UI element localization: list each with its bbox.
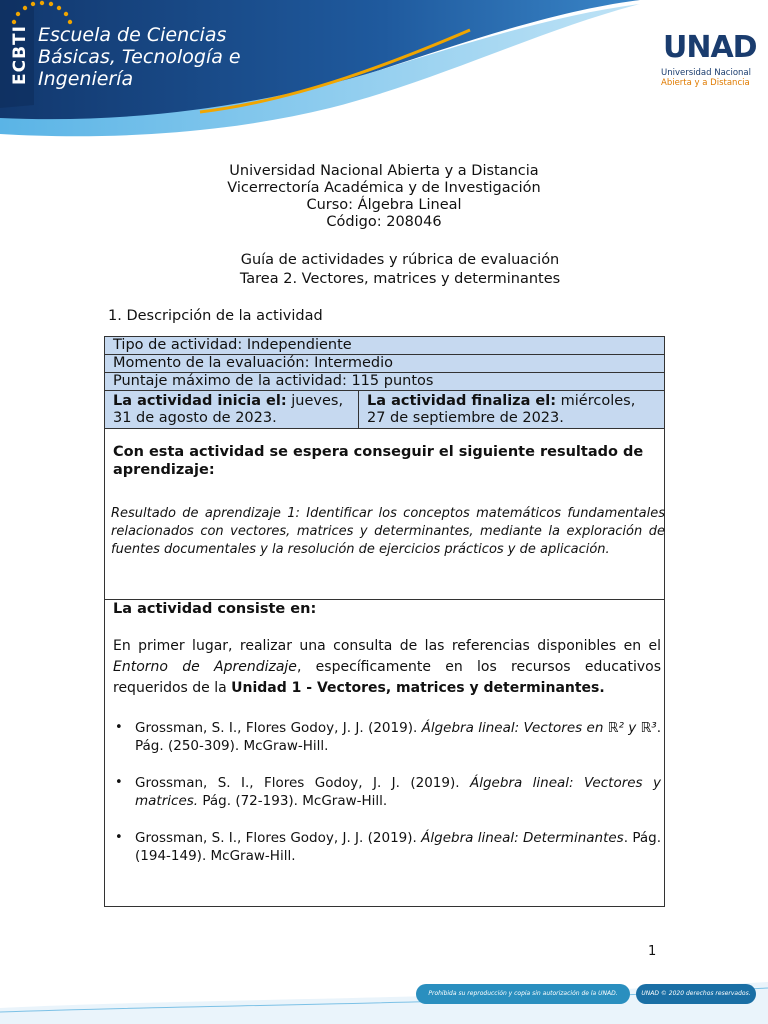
activity-intro [113,636,661,699]
document-title-block [0,163,768,231]
end-date-cell [359,391,664,428]
intro-text: En primer lugar, realizar una consulta de las referencias disponibles en el [113,638,661,654]
section-heading: 1. Descripción de la actividad [108,308,323,324]
unad-logo-wordmark: UNAD [663,30,757,65]
logo-sub-line-1: Universidad Nacional [661,68,751,78]
start-date-label: La actividad inicia el: [113,393,287,409]
school-line: Ingeniería [38,68,134,90]
list-item [113,719,661,755]
table-row-evaluation-moment: Momento de la evaluación: Intermedio [105,355,664,373]
learning-outcome-text: Resultado de aprendizaje 1: Identificar los conceptos matemáticos fundamentales relacionados con vectores, matrices y determinantes, mediante la exploración de fuentes documentales y la resolución de ejercicios prácticos y de aplicación. [111,506,665,557]
subtitle-line: Tarea 2. Vectores, matrices y determinantes [239,271,561,287]
footer-copyright-notice: Prohibida su reproducción y copia sin autorización de la UNAD. [416,984,630,1004]
ecbti-vertical-tag: ECBTI [10,25,30,85]
table-row-max-score: Puntaje máximo de la actividad: 115 puntos [105,373,664,391]
footer-rights-reserved: UNAD © 2020 derechos reservados. [636,984,756,1004]
title-line: Vicerrectoría Académica y de Investigación [227,180,541,196]
ref-rest: . Pág. (194-149). McGraw-Hill. [135,830,661,864]
learning-outcome-block [105,429,664,600]
ref-authors: Grossman, S. I., Flores Godoy, J. J. (2019). [135,830,422,846]
school-line: Básicas, Tecnología e [38,46,241,68]
bullet-icon: • [115,830,123,845]
bullet-icon: • [115,720,123,735]
intro-text: , específicamente en los recursos educativos requeridos de la [113,659,662,696]
guide-subtitle-block [0,251,768,289]
page-number: 1 [648,944,657,959]
ref-title: Álgebra lineal: Determinantes [421,830,624,846]
table-row-activity-type: Tipo de actividad: Independiente [105,337,664,355]
list-item [113,829,661,865]
title-line: Universidad Nacional Abierta y a Distancia [229,163,539,179]
subtitle-line: Guía de actividades y rúbrica de evaluación [240,252,560,268]
ref-authors: Grossman, S. I., Flores Godoy, J. J. (2019). [135,775,470,791]
bullet-icon: • [115,775,123,790]
activity-content-block [105,600,664,906]
end-date-label: La actividad finaliza el: [367,393,557,409]
header-banner [0,0,768,140]
list-item [113,774,661,810]
ref-rest: Pág. (72-193). McGraw-Hill. [198,793,388,809]
intro-italic: Entorno de Aprendizaje [113,659,297,675]
table-row-dates [105,391,664,429]
ref-authors: Grossman, S. I., Flores Godoy, J. J. (2019). [135,720,422,736]
page-footer [0,968,768,1024]
start-date-value: jueves, 31 de agosto de 2023. [113,393,344,426]
title-line: Curso: Álgebra Lineal [306,197,462,213]
start-date-cell [105,391,359,428]
learning-outcome-heading: Con esta actividad se espera conseguir el siguiente resultado de aprendizaje: [113,444,644,478]
activity-heading: La actividad consiste en: [113,601,317,617]
intro-bold: Unidad 1 - Vectores, matrices y determinantes. [231,680,605,696]
ref-title: Álgebra lineal: Vectores y matrices. [135,775,661,809]
reference-list [113,719,661,865]
school-line: Escuela de Ciencias [38,24,227,46]
ref-title: Álgebra lineal: Vectores en ℝ² y ℝ³ [421,720,657,736]
logo-sub-line-2: Abierta y a Distancia [661,78,750,88]
end-date-value: miércoles, 27 de septiembre de 2023. [367,393,636,426]
title-line: Código: 208046 [326,214,442,230]
ref-rest: . Pág. (250-309). McGraw-Hill. [135,720,661,754]
unad-dots-arc-icon [0,0,90,70]
activity-description-table [104,336,665,907]
unad-logo-subtitle [661,68,751,88]
